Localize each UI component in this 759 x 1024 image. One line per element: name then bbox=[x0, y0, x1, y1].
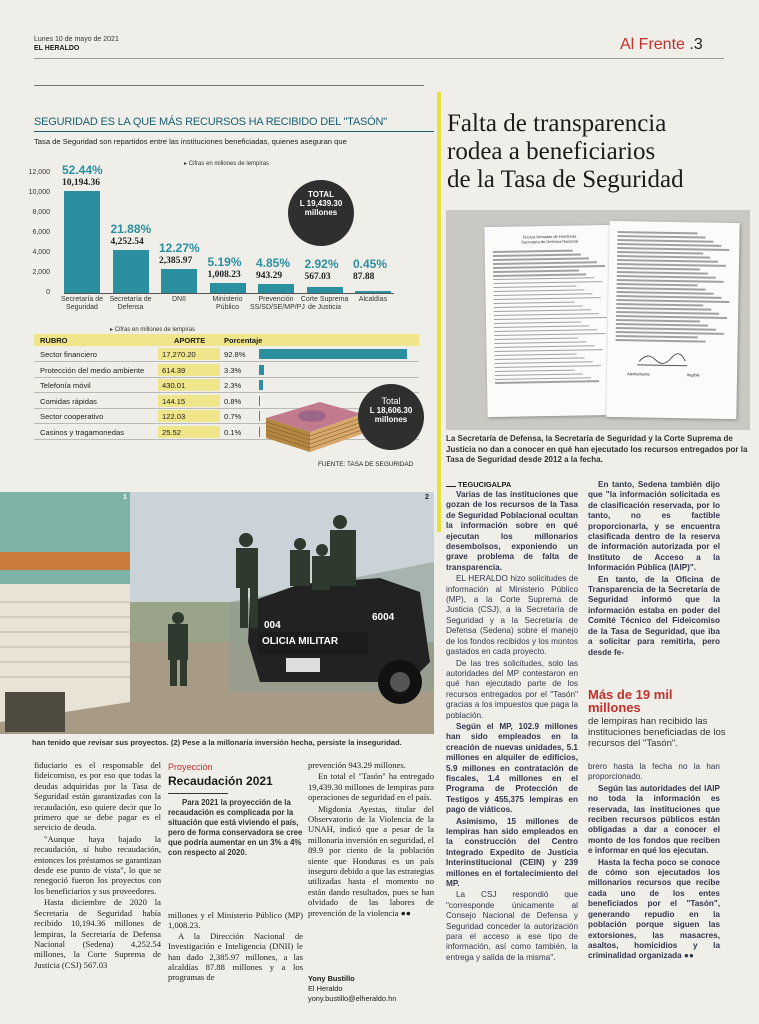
table-note bbox=[110, 326, 195, 333]
main-story-column-2-bottom bbox=[588, 762, 720, 963]
document-line bbox=[617, 263, 726, 267]
table-cell-porcentaje: 0.7% bbox=[224, 412, 242, 421]
pullquote-text: de lempiras han recibido las instituciones beneficiadas de los recursos del "Tasón". bbox=[588, 716, 726, 749]
total-badge-value: L 19,439.30 bbox=[299, 199, 343, 208]
document-line bbox=[494, 301, 575, 304]
pullquote-title: Más de 19 mil millones bbox=[588, 687, 673, 715]
document-line bbox=[616, 319, 700, 322]
military-police-scene bbox=[0, 492, 434, 734]
table-row bbox=[34, 363, 419, 378]
infographic-title-rule bbox=[34, 131, 434, 132]
document-page-2 bbox=[606, 221, 739, 419]
document-page-1 bbox=[484, 225, 617, 417]
bar bbox=[258, 284, 294, 293]
document-line bbox=[494, 317, 607, 321]
bar-percent-label: 0.45% bbox=[353, 257, 388, 271]
table-cell-aporte: 122.03 bbox=[158, 410, 220, 422]
document-line bbox=[616, 323, 708, 326]
chart-note bbox=[184, 160, 269, 167]
bar-percent-label: 21.88% bbox=[110, 222, 152, 237]
document-line bbox=[493, 253, 581, 256]
bar bbox=[210, 283, 246, 293]
table-note-arrow-icon: ▸ bbox=[110, 327, 114, 333]
infographic-subtitle: Tasa de Seguridad son repartidos entre las instituciones beneficiadas, quienes aseguran que bbox=[34, 137, 347, 146]
document-line bbox=[617, 259, 718, 262]
chart-baseline bbox=[64, 293, 394, 294]
document-line bbox=[494, 297, 601, 300]
truck-text: OLICIA MILITAR bbox=[262, 636, 339, 647]
projection-box bbox=[168, 762, 303, 858]
table-cell-porcentaje: 92.8% bbox=[224, 350, 246, 359]
lower-col-b-1: millones y el Ministerio Público (MP) 1,008.23. bbox=[168, 910, 303, 931]
document-line bbox=[495, 349, 603, 352]
bar-value-label: 2,385.97 bbox=[159, 256, 193, 267]
table-total-badge bbox=[358, 384, 424, 450]
document-line bbox=[618, 231, 698, 234]
bar-value-label: 943.29 bbox=[256, 270, 283, 281]
bar bbox=[113, 250, 149, 293]
document-line bbox=[495, 361, 593, 364]
projection-title: Recaudación 2021 bbox=[168, 774, 273, 788]
paragraph: Hasta diciembre de 2020 la Secretaría de Seguridad había recibido 10,194.36 millones de lempiras, la Secretaría de Defensa Nacional (Sedena) 4,252.54 millones, la Corte Suprema de Justicia (CSJ) 567.03 bbox=[34, 897, 161, 970]
document-line bbox=[495, 381, 599, 384]
projection-body: Para 2021 la proyección de la recaudación es complicada por la situación que está viviendo el país, pero de forma conservadora se cree que podría aumentar en un 3% a 4% con respecto al 2020. bbox=[168, 798, 303, 857]
document-line bbox=[617, 243, 721, 246]
document-line bbox=[616, 331, 724, 334]
bar bbox=[64, 191, 100, 293]
bar-value-label: 1,008.23 bbox=[207, 269, 241, 280]
money-stack-icon bbox=[262, 396, 366, 456]
author-email: yony.bustillo@elheraldo.hn bbox=[308, 994, 397, 1003]
chart-note-arrow-icon: ▸ bbox=[184, 161, 188, 167]
document-line bbox=[617, 287, 706, 290]
section-name: Al Frente bbox=[620, 36, 685, 53]
header-rule bbox=[34, 58, 724, 59]
bar-category-label: Prevención SS/SD/SE/MP/PJ bbox=[250, 296, 305, 311]
table-percent-bar bbox=[259, 380, 263, 390]
y-tick-label: 0 bbox=[46, 289, 50, 296]
document-caption: La Secretaría de Defensa, la Secretaría de Seguridad y la Corte Suprema de Justicia no dan a conocer en qué han ejecutado los recursos entregados por la Tasa de Seguridad desde 2012 a la fecha. bbox=[446, 434, 748, 464]
bar-category-label: DNII bbox=[172, 296, 186, 303]
table-cell-rubro: Telefonía móvil bbox=[40, 381, 91, 390]
lower-col-b-2: A la Dirección Nacional de Investigación e Inteligencia (DNII) le han dado 2,385.97 millones, a las alcaldías 87.88 millones y a los programas de bbox=[168, 930, 303, 983]
table-cell-rubro: Protección del medio ambiente bbox=[40, 365, 145, 375]
bar-value-label: 87.88 bbox=[353, 272, 375, 282]
document-line bbox=[495, 357, 585, 360]
pullquote bbox=[588, 688, 728, 749]
document-signature bbox=[637, 351, 687, 366]
document-letterhead: Fuerza Armadas de Honduras bbox=[522, 233, 577, 240]
table-header-aporte: APORTE bbox=[174, 336, 206, 345]
table-cell-aporte: 144.15 bbox=[158, 395, 220, 407]
table-cell-porcentaje: 3.3% bbox=[224, 365, 242, 375]
table-header-rubro: RUBRO bbox=[40, 336, 68, 345]
paragraph: EL HERALDO hizo solicitudes de información al Ministerio Público (MP), a la Corte Suprema de Justicia (CSJ), a la Secretaría de Seguridad y a la Secretaría de Defensa (Sedena) sobre el manejo de los fondos recibidos y los montos gastados en cada proyecto. bbox=[446, 574, 578, 657]
money-stack-illustration bbox=[262, 396, 366, 456]
paragraph: Según el MP, 102.9 millones han sido empleados en la creación de nuevas unidades, 5.1 millones en alquiler de edificios, 5.9 millones en contratación de fiscales, 1.4 millones en el Programa de Protección de Testigos y 455,375 lempiras en pago de viáticos. bbox=[446, 721, 578, 815]
paragraph: "Aunque haya bajado la recaudación, sí hubo recaudación, entonces los préstamos se garantizan desde ese punto de vista", lo que se renegoció fueron los proyectos con los beneficiarios y sus proveedores. bbox=[34, 833, 161, 896]
table-cell-aporte: 614.39 bbox=[158, 364, 220, 376]
document-line bbox=[617, 235, 705, 238]
bar bbox=[161, 269, 197, 293]
document-line bbox=[493, 285, 576, 288]
document-line bbox=[616, 327, 716, 330]
table-row bbox=[34, 347, 419, 362]
document-line bbox=[617, 251, 703, 254]
author-block bbox=[308, 974, 396, 1004]
table-cell-aporte: 17,270.20 bbox=[158, 348, 220, 360]
document-line bbox=[493, 261, 597, 264]
paragraph: Según las autoridades del IAIP no toda la información es reservada, las instituciones que reciben recursos públicos están obligadas a dar a conocer el monto de los fondos que reciben e informar en qué los ejecutan. bbox=[588, 783, 720, 856]
document-line bbox=[494, 341, 586, 344]
y-tick-label: 2,000 bbox=[32, 269, 50, 276]
paragraph: En tanto, de la Oficina de Transparencia de la Secretaría de Seguridad informó que la información estaba en poder del Comité Técnico del Fideicomiso de la Tasa de Seguridad, que iba a solicitar para remitirla, pero desde fe- bbox=[588, 574, 720, 657]
signature-label-2: Ilegible bbox=[687, 372, 700, 378]
bar-category-label: Secretaría de Defensa bbox=[109, 296, 152, 311]
document-line bbox=[495, 377, 591, 380]
paragraph: prevención 943.29 millones. bbox=[308, 760, 406, 770]
lower-story-column-b bbox=[168, 910, 303, 984]
document-text-lines-2 bbox=[616, 231, 732, 342]
table-cell-rubro: Casinos y tragamonedas bbox=[40, 427, 124, 437]
paragraph: Varias de las instituciones que gozan de los recursos de la Tasa de Seguridad Poblacional ocultan la información sobre en qué ejecutan los millonarios desembolsos, exponiendo un grave problema de falta de transparencia. bbox=[446, 490, 578, 572]
main-photo bbox=[0, 492, 434, 734]
projection-rule bbox=[168, 793, 228, 794]
infographic-title: SEGURIDAD ES LA QUE MÁS RECURSOS HA RECIBIDO DEL "TASÓN" bbox=[34, 116, 387, 128]
table-total-label: Total bbox=[381, 396, 401, 406]
document-line bbox=[493, 265, 605, 269]
document-line bbox=[617, 279, 724, 282]
document-line bbox=[493, 257, 589, 260]
paragraph: De las tres solicitudes, solo las autoridades del MP contestaron en qué han ejecutado parte de los recursos entregados por el "Tasón" gracias a los impuestos que paga la población. bbox=[446, 658, 578, 720]
projection-kicker: Proyección bbox=[168, 762, 213, 772]
document-line bbox=[617, 271, 708, 274]
document-line bbox=[493, 273, 586, 276]
document-line bbox=[616, 299, 729, 303]
table-header-porcentaje: Porcentaje bbox=[224, 336, 263, 345]
header-paper: EL HERALDO bbox=[34, 45, 80, 52]
document-subhead: Secretaría de Defensa Nacional bbox=[521, 238, 578, 245]
table-cell-rubro: Comidas rápidas bbox=[40, 396, 97, 406]
table-total-value: L 18,606.30 bbox=[369, 406, 413, 415]
document-line bbox=[616, 315, 727, 319]
document-line bbox=[616, 335, 698, 338]
table-row bbox=[34, 378, 419, 393]
headline bbox=[447, 110, 684, 194]
document-line bbox=[494, 309, 591, 312]
document-text-lines bbox=[493, 249, 609, 384]
chart-note-text: Cifras en millones de lempiras bbox=[188, 161, 270, 167]
document-line bbox=[493, 250, 573, 253]
document-line bbox=[494, 345, 594, 348]
document-line bbox=[494, 337, 578, 340]
bar-value-label: 10,194.36 bbox=[62, 178, 100, 189]
paragraph: Hasta la fecha poco se conoce de cómo son ejecutados los millonarios recursos que recibe cada uno de los entes beneficiados por el "Tasón", generando repudio en la población porque siguen las extorsiones, las masacres, asaltos, homicidios y la criminalidad organizada ●● bbox=[588, 857, 720, 961]
document-line bbox=[616, 295, 721, 298]
document-line bbox=[495, 373, 583, 376]
header-rule-2 bbox=[34, 85, 424, 86]
main-story-column-2-top bbox=[588, 480, 720, 659]
document-line bbox=[493, 289, 584, 292]
y-tick-label: 6,000 bbox=[32, 229, 50, 236]
bar-percent-label: 52.44% bbox=[62, 163, 103, 178]
bar-percent-label: 2.92% bbox=[304, 257, 339, 271]
document-line bbox=[617, 283, 698, 286]
bar-category-label: Alcaldías bbox=[358, 296, 388, 303]
document-line bbox=[616, 303, 703, 306]
headline-line-1: Falta de transparencia bbox=[447, 110, 667, 137]
table-note-text: Cifras en millones de lempiras bbox=[114, 327, 196, 333]
table-cell-porcentaje: 2.3% bbox=[224, 381, 242, 390]
document-line bbox=[494, 329, 597, 332]
table-cell-porcentaje: 0.1% bbox=[224, 427, 242, 437]
author-paper: El Heraldo bbox=[308, 984, 343, 993]
y-tick-label: 8,000 bbox=[32, 209, 50, 216]
section-title bbox=[620, 36, 703, 54]
table-percent-bar bbox=[259, 411, 260, 421]
document-line bbox=[616, 311, 719, 314]
bar-category-label: Secretaría de Seguridad bbox=[60, 296, 104, 311]
bar-value-label: 4,252.54 bbox=[110, 237, 144, 248]
table-percent-bar bbox=[259, 365, 264, 375]
y-tick-label: 10,000 bbox=[28, 189, 50, 196]
y-tick-label: 4,000 bbox=[32, 249, 50, 256]
bar-percent-label: 12.27% bbox=[159, 241, 200, 256]
table-header bbox=[34, 334, 419, 346]
headline-accent bbox=[437, 92, 441, 532]
document-line bbox=[494, 305, 583, 308]
paragraph: brero hasta la fecha no la han proporcionado. bbox=[588, 762, 720, 782]
table-cell-aporte: 25.52 bbox=[158, 426, 220, 438]
table-total-unit: millones bbox=[374, 415, 408, 424]
document-line bbox=[616, 339, 706, 342]
projection-text bbox=[168, 798, 303, 858]
paragraph: En total el "Tasón" ha entregado 19,439.30 millones de lempiras para operaciones de seguridad en el país. bbox=[308, 771, 434, 803]
document-line bbox=[494, 321, 581, 324]
photo-caption: han tenido que revisar sus proyectos. (2) Pese a la millonaria inversión hecha, persiste la inseguridad. bbox=[32, 738, 402, 747]
paragraph: La CSJ respondió que "corresponde únicamente al Consejo Nacional de Defensa y Seguridad conceder la autorización para el acceso a ese tipo de información, así como también, la entrega y salida de la misma". bbox=[446, 890, 578, 962]
table-cell-rubro: Sector financiero bbox=[40, 350, 97, 359]
bar-percent-label: 4.85% bbox=[256, 255, 291, 270]
signature-icon bbox=[637, 351, 687, 366]
bar bbox=[307, 287, 343, 293]
document-line bbox=[494, 293, 593, 296]
author-name: Yony Bustillo bbox=[308, 974, 355, 983]
headline-line-3: de la Tasa de Seguridad bbox=[447, 166, 684, 193]
document-line bbox=[493, 269, 579, 272]
document-line bbox=[494, 313, 599, 316]
bar bbox=[355, 291, 391, 293]
bar-percent-label: 5.19% bbox=[207, 254, 242, 269]
page-number: .3 bbox=[689, 36, 703, 53]
dateline-rule bbox=[446, 486, 456, 487]
dateline bbox=[446, 480, 511, 489]
signature-label: Atentamente bbox=[627, 371, 650, 377]
truck-number-2: 6004 bbox=[372, 612, 395, 623]
document-line bbox=[494, 333, 605, 337]
document-line bbox=[617, 247, 729, 251]
document-line bbox=[495, 353, 577, 356]
bar-category-label: Ministerio Público bbox=[212, 296, 243, 311]
table-cell-rubro: Sector cooperativo bbox=[40, 412, 104, 421]
document-line bbox=[617, 239, 713, 242]
y-tick-label: 12,000 bbox=[28, 169, 50, 176]
document-line bbox=[493, 281, 602, 285]
paragraph: fiduciario es el responsable del fideicomiso, es por eso que todas la deudas adquiridas por la Tasa de Seguridad están garantizadas con la recaudación, eso quiere decir que lo primero que se debe pagar es el servicio de deuda. bbox=[34, 760, 161, 833]
total-badge-label: TOTAL bbox=[308, 190, 334, 199]
infographic-source: FUENTE: TASA DE SEGURIDAD bbox=[318, 461, 414, 468]
document-line bbox=[617, 255, 710, 258]
document-line bbox=[494, 325, 589, 328]
table-percent-bar bbox=[259, 396, 260, 406]
paragraph: En tanto, Sedena también dijo que "la información solicitada es de clasificación reservada, por lo tanto, no es factible proporcionarla, y se encuentra clasificada dentro de la reserva de información autorizada por el Instituto de Acceso a la Información Pública (IAIP)". bbox=[588, 480, 720, 573]
table-percent-bar bbox=[259, 349, 407, 359]
document-line bbox=[616, 307, 711, 310]
document-line bbox=[495, 369, 575, 372]
document-photo bbox=[446, 210, 750, 430]
headline-line-2: rodea a beneficiarios bbox=[447, 138, 656, 165]
main-story-column-1 bbox=[446, 490, 578, 964]
paragraph: Asimismo, 15 millones de lempiras han sido empleados en la construcción del Centro Integrado Expedito de Justicia Interinstitucional (CEIN) y 239 millones en el fortalecimiento del MP. bbox=[446, 816, 578, 889]
photo-number-1: 1 bbox=[123, 494, 127, 501]
bar-category-label: Corte Suprema de Justicia bbox=[300, 296, 349, 311]
bar-value-label: 567.03 bbox=[304, 272, 331, 282]
document-line bbox=[616, 291, 713, 294]
total-badge bbox=[288, 180, 354, 246]
table-percent-bar bbox=[259, 427, 260, 437]
lower-story-column-c bbox=[308, 760, 434, 919]
truck-number-1: 004 bbox=[264, 620, 281, 631]
paragraph: Migdonia Ayestas, titular del Observatorio de la Violencia de la UNAH, indicó que a pesar de la millonaria inversión en seguridad, el 89.9 por ciento de la población siente que Honduras es un país inseguro debido a que las estrategias utilizadas hasta el momento no están dando resultados, pues se han olvidado de las labores de prevención de la violencia ●● bbox=[308, 803, 434, 918]
dateline-text: TEGUCIGALPA bbox=[458, 480, 512, 489]
table-cell-aporte: 430.01 bbox=[158, 379, 220, 391]
document-line bbox=[493, 277, 594, 280]
photo-number-2: 2 bbox=[425, 494, 429, 501]
document-line bbox=[495, 365, 601, 368]
total-badge-unit: millones bbox=[304, 208, 338, 217]
header-date: Lunes 10 de mayo de 2021 bbox=[34, 36, 119, 43]
document-line bbox=[617, 267, 700, 270]
lower-story-column-a bbox=[34, 760, 161, 971]
table-cell-porcentaje: 0.8% bbox=[224, 396, 242, 406]
document-line bbox=[617, 275, 716, 278]
